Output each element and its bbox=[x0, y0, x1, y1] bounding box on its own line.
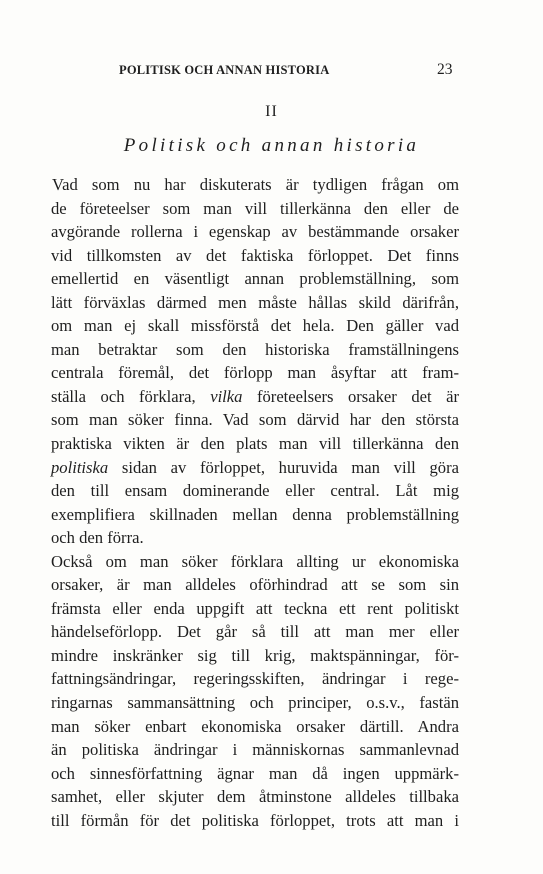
text-line: fattningsändringar, regeringsskiften, ändringar i rege- bbox=[51, 669, 459, 689]
chapter-number: II bbox=[265, 103, 278, 120]
text-line: exemplifiera skillnaden mellan denna problemställning bbox=[51, 504, 459, 524]
emphasis-text: politiska bbox=[51, 457, 109, 477]
text-line-with-emphasis bbox=[51, 456, 459, 480]
text-line: till förmån för det politiska förloppet, trots att man i bbox=[51, 810, 459, 830]
chapter-title: Politisk och annan historia bbox=[123, 135, 420, 156]
emphasis-text: vilka bbox=[210, 386, 243, 406]
text-line: praktiska vikten är den plats man vill tillerkänna den bbox=[51, 434, 459, 454]
text-segment: ställa och förklara, bbox=[51, 386, 211, 406]
text-line: främsta eller enda uppgift att teckna ett rent politiskt bbox=[51, 598, 459, 618]
text-line: och sinnesförfattning ägnar man då ingen uppmärk- bbox=[51, 763, 459, 783]
text-line: mindre inskränker sig till krig, maktspänningar, för- bbox=[51, 645, 459, 665]
text-line: än politiska ändringar i människornas sammanlevnad bbox=[51, 740, 459, 760]
text-line: den till ensam dominerande eller central. Låt mig bbox=[51, 481, 459, 501]
text-line: man betraktar som den historiska framställningens bbox=[51, 339, 459, 359]
text-segment: sidan av förloppet, huruvida man vill göra bbox=[108, 457, 459, 477]
text-line: avgörande rollerna i egenskap av bestämmande orsaker bbox=[51, 222, 459, 242]
running-header bbox=[0, 63, 543, 83]
text-line: Vad som nu har diskuterats är tydligen frågan om bbox=[52, 175, 459, 194]
text-line: vid tillkomsten av det faktiska förloppet. Det finns bbox=[51, 245, 459, 265]
text-line: orsaker, är man alldeles oförhindrad att se som sin bbox=[51, 575, 459, 595]
text-line: ringarnas sammansättning och principer, o.s.v., fastän bbox=[51, 693, 459, 713]
body-text bbox=[51, 173, 459, 832]
text-line: om man ej skall missförstå det hela. Den gäller vad bbox=[51, 316, 459, 336]
running-title: POLITISK OCH ANNAN HISTORIA bbox=[119, 63, 330, 77]
text-line-with-emphasis bbox=[51, 385, 459, 409]
text-line: händelseförlopp. Det går så till att man mer eller bbox=[51, 622, 459, 642]
text-line: samhet, eller skjuter dem åtminstone alldeles tillbaka bbox=[51, 787, 459, 807]
text-line: centrala föremål, det förlopp man åsyftar att fram- bbox=[51, 363, 459, 383]
text-line: emellertid en väsentligt annan problemställning, som bbox=[51, 269, 459, 289]
text-segment: företeelsers orsaker det är bbox=[242, 386, 459, 406]
page-number: 23 bbox=[437, 61, 453, 78]
text-line: och den förra. bbox=[51, 528, 144, 548]
text-line: Också om man söker förklara allting ur ekonomiska bbox=[51, 551, 459, 571]
text-line: som man söker finna. Vad som därvid har den största bbox=[51, 410, 459, 430]
text-line: man söker enbart ekonomiska orsaker därtill. Andra bbox=[51, 716, 459, 736]
text-line: lätt förväxlas därmed men måste hållas skild därifrån, bbox=[51, 292, 459, 312]
text-line: de företeelser som man vill tillerkänna den eller de bbox=[51, 198, 459, 218]
